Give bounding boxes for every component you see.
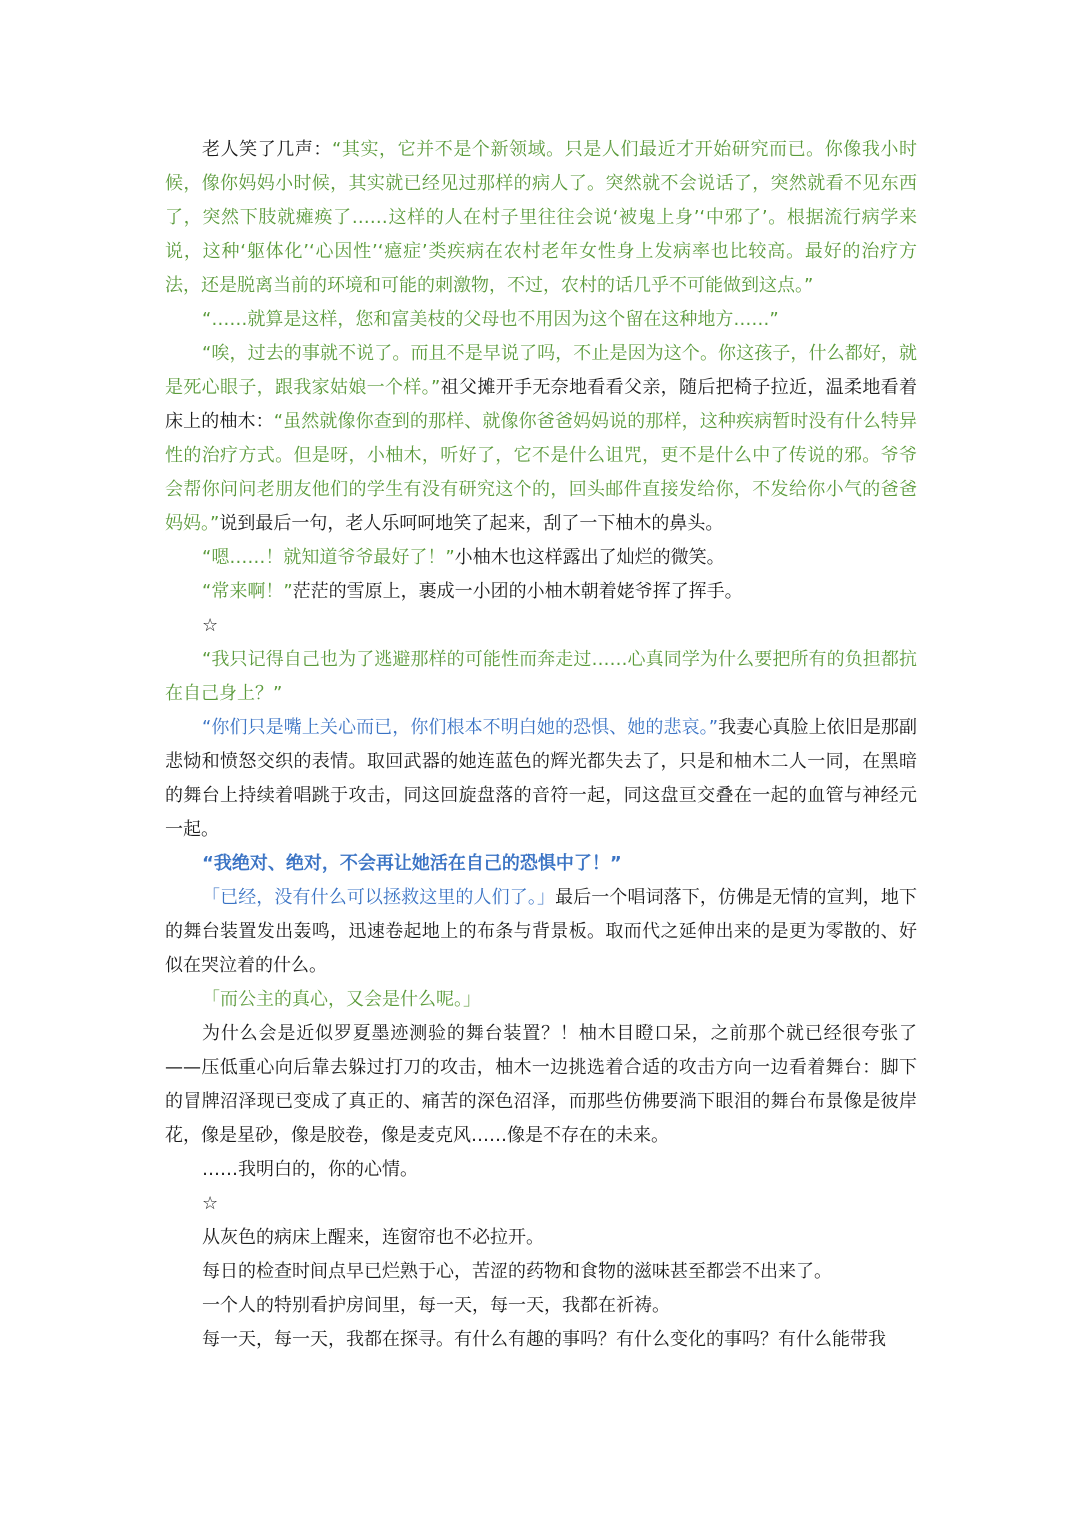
paragraph-text: 说到最后一句，老人乐呵呵地笑了起来，刮了一下柚木的鼻头。: [219, 513, 724, 534]
dialogue-text-blue: “你们只是嘴上关心而已，你们根本不明白她的恐惧、她的悲哀。”: [202, 717, 719, 738]
paragraph: [165, 847, 917, 881]
section-break-star: [165, 1187, 917, 1221]
paragraph: [165, 643, 917, 711]
paragraph: [165, 1153, 917, 1187]
paragraph: [165, 1289, 917, 1323]
paragraph-text: ……我明白的，你的心情。: [202, 1159, 418, 1180]
paragraph-text: 一个人的特别看护房间里，每一天，每一天，我都在祈祷。: [202, 1295, 670, 1316]
section-break-star: [165, 609, 917, 643]
dialogue-text: “嗯……！就知道爷爷最好了！”: [202, 547, 455, 568]
paragraph-text: 每一天，每一天，我都在探寻。有什么有趣的事吗？有什么变化的事吗？有什么能带我: [202, 1329, 886, 1350]
paragraph: [165, 711, 917, 847]
paragraph-text: 小柚木也这样露出了灿烂的微笑。: [454, 547, 725, 568]
dialogue-text: “其实，它并不是个新领域。只是人们最近才开始研究而已。你像我小时候，像你妈妈小时候，其实就已经见过那样的病人了。突然就不会说话了，突然就看不见东西了，突然下肢就瘫痪了……这样的人在村子里往往会说‘被鬼上身’‘中邪了’。根据流行病学来说，这种‘躯体化’‘心因性’‘癔症’类疾病在农村老年女性身上发病率也比较高。最好的治疗方法，还是脱离当前的环境和可能的刺激物，不过，农村的话几乎不可能做到这点。”: [165, 139, 918, 296]
paragraph: [165, 303, 917, 337]
paragraph: [165, 1017, 917, 1153]
paragraph-text: 从灰色的病床上醒来，连窗帘也不必拉开。: [202, 1227, 544, 1248]
dialogue-text: “唉，过去的事就不说了。而且不是早说了吗，不止是因为这个。你这孩子，什么都好，就是死心眼子，跟我家姑娘一个样。”: [165, 343, 917, 398]
lyric-text-blue: 「已经，没有什么可以拯救这里的人们了。」: [202, 887, 556, 908]
paragraph-text: 我妻心真脸上依旧是那副悲恸和愤怒交织的表情。取回武器的她连蓝色的辉光都失去了，只是和柚木二人一同，在黑暗的舞台上持续着唱跳于攻击，同这回旋盘落的音符一起，同这盘亘交叠在一起的血管与神经元一起。: [165, 717, 917, 840]
dialogue-text: “常来啊！”: [202, 581, 293, 602]
paragraph-text: 最后一个唱词落下，仿佛是无情的宣判，地下的舞台装置发出轰鸣，迅速卷起地上的布条与背景板。取而代之延伸出来的是更为零散的、好似在哭泣着的什么。: [165, 887, 918, 976]
paragraph: [165, 881, 917, 983]
paragraph: [165, 337, 917, 541]
paragraph-text: 祖父摊开手无奈地看看父亲，随后把椅子拉近，温柔地看着床上的柚木：: [165, 377, 917, 432]
lyric-text-green: 「而公主的真心，又会是什么呢。」: [202, 989, 481, 1010]
paragraph-text: 每日的检查时间点早已烂熟于心，苦涩的药物和食物的滋味甚至都尝不出来了。: [202, 1261, 832, 1282]
document-body: [165, 133, 917, 1357]
dialogue-text: “……就算是这样，您和富美枝的父母也不用因为这个留在这种地方……”: [202, 309, 779, 330]
dialogue-text: “虽然就像你查到的那样、就像你爸爸妈妈说的那样，这种疾病暂时没有什么特异性的治疗方式。但是呀，小柚木，听好了，它不是什么诅咒，更不是什么中了传说的邪。爷爷会帮你问问老朋友他们的学生有没有研究这个的，回头邮件直接发给你，不发给你小气的爸爸妈妈。”: [165, 411, 917, 534]
star-glyph: ☆: [202, 1193, 219, 1214]
paragraph: [165, 983, 917, 1017]
dialogue-text: “我只记得自己也为了逃避那样的可能性而奔走过……心真同学为什么要把所有的负担都抗在自己身上？”: [165, 649, 917, 704]
paragraph-text: 老人笑了几声：: [202, 139, 332, 160]
paragraph-text: 茫茫的雪原上，裹成一小团的小柚木朝着姥爷挥了挥手。: [292, 581, 743, 602]
paragraph: [165, 1323, 917, 1357]
paragraph: [165, 1255, 917, 1289]
star-glyph: ☆: [202, 615, 219, 636]
paragraph-text: 为什么会是近似罗夏墨迹测验的舞台装置？！柚木目瞪口呆，之前那个就已经很夸张了——压低重心向后靠去躲过打刀的攻击，柚木一边挑选着合适的攻击方向一边看着舞台：脚下的冒牌沼泽现已变成了真正的、痛苦的深色沼泽，而那些仿佛要淌下眼泪的舞台布景像是彼岸花，像是星砂，像是胶卷，像是麦克风……像是不存在的未来。: [165, 1023, 917, 1146]
dialogue-text-blue-bold: “我绝对、绝对，不会再让她活在自己的恐惧中了！”: [202, 853, 622, 874]
paragraph: [165, 1221, 917, 1255]
paragraph: [165, 541, 917, 575]
paragraph: [165, 133, 917, 303]
paragraph: [165, 575, 917, 609]
